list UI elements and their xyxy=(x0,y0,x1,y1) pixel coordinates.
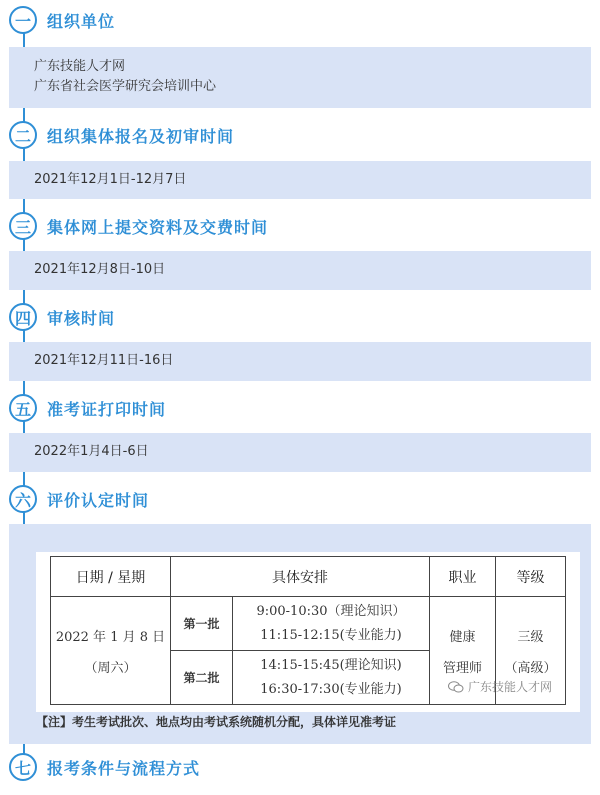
watermark xyxy=(448,678,552,695)
section-header-3 xyxy=(9,211,268,241)
section-header-2 xyxy=(9,120,234,150)
registration-time-box xyxy=(9,161,591,199)
section-title: 组织单位 xyxy=(47,11,116,31)
section-title: 准考证打印时间 xyxy=(47,399,167,419)
section-number-badge: 五 xyxy=(9,394,37,422)
occupation-line: 健康 xyxy=(449,629,476,645)
section-number-badge: 三 xyxy=(9,212,37,240)
submission-time-box xyxy=(9,251,591,290)
occupation-line: 管理师 xyxy=(442,660,482,676)
registration-time: 2021年12月1日-12月7日 xyxy=(34,172,187,187)
section-header-7 xyxy=(9,752,200,782)
admission-print-time: 2022年1月4日-6日 xyxy=(34,444,149,459)
wechat-icon xyxy=(448,681,464,693)
batch-schedule-2 xyxy=(233,651,430,705)
section-number-badge: 四 xyxy=(9,303,37,331)
level-line: 三级 xyxy=(517,629,544,645)
organizer-line: 广东省社会医学研究会培训中心 xyxy=(34,79,217,94)
organizers-box xyxy=(9,47,591,108)
review-time: 2021年12月11日-16日 xyxy=(34,353,174,368)
header-date: 日期 / 星期 xyxy=(51,557,171,597)
batch-label-1: 第一批 xyxy=(171,597,233,651)
time-slot: 14:15-15:45(理论知识) xyxy=(260,657,402,673)
section-number-badge: 六 xyxy=(9,485,37,513)
weekday-line: （周六） xyxy=(84,660,137,676)
header-occupation: 职业 xyxy=(430,557,496,597)
section-title: 评价认定时间 xyxy=(47,490,150,510)
watermark-text: 广东技能人才网 xyxy=(468,680,553,694)
header-level: 等级 xyxy=(496,557,566,597)
time-slot: 9:00-10:30（理论知识） xyxy=(256,603,406,619)
section-title: 集体网上提交资料及交费时间 xyxy=(47,217,269,237)
section-header-1 xyxy=(9,5,115,35)
time-slot: 11:15-12:15(专业能力) xyxy=(260,627,402,643)
header-schedule: 具体安排 xyxy=(171,557,430,597)
section-header-5 xyxy=(9,393,166,423)
section-number-badge: 一 xyxy=(9,6,37,34)
time-slot: 16:30-17:30(专业能力) xyxy=(260,681,402,697)
section-number-badge: 二 xyxy=(9,121,37,149)
admission-print-time-box xyxy=(9,433,591,472)
review-time-box xyxy=(9,342,591,381)
section-title: 审核时间 xyxy=(47,308,116,328)
table-note: 【注】考生考试批次、地点均由考试系统随机分配，具体详见准考证 xyxy=(36,715,397,729)
submission-time: 2021年12月8日-10日 xyxy=(34,262,166,277)
level-line: （高级） xyxy=(504,660,557,676)
section-title: 报考条件与流程方式 xyxy=(47,758,201,778)
organizer-line: 广东技能人才网 xyxy=(34,59,126,74)
section-header-4 xyxy=(9,302,115,332)
section-number-badge: 七 xyxy=(9,753,37,781)
date-line: 2022 年 1 月 8 日 xyxy=(55,629,166,645)
date-cell xyxy=(51,597,171,705)
section-header-6 xyxy=(9,484,149,514)
section-title: 组织集体报名及初审时间 xyxy=(47,126,235,146)
batch-label-2: 第二批 xyxy=(171,651,233,705)
batch-schedule-1 xyxy=(233,597,430,651)
